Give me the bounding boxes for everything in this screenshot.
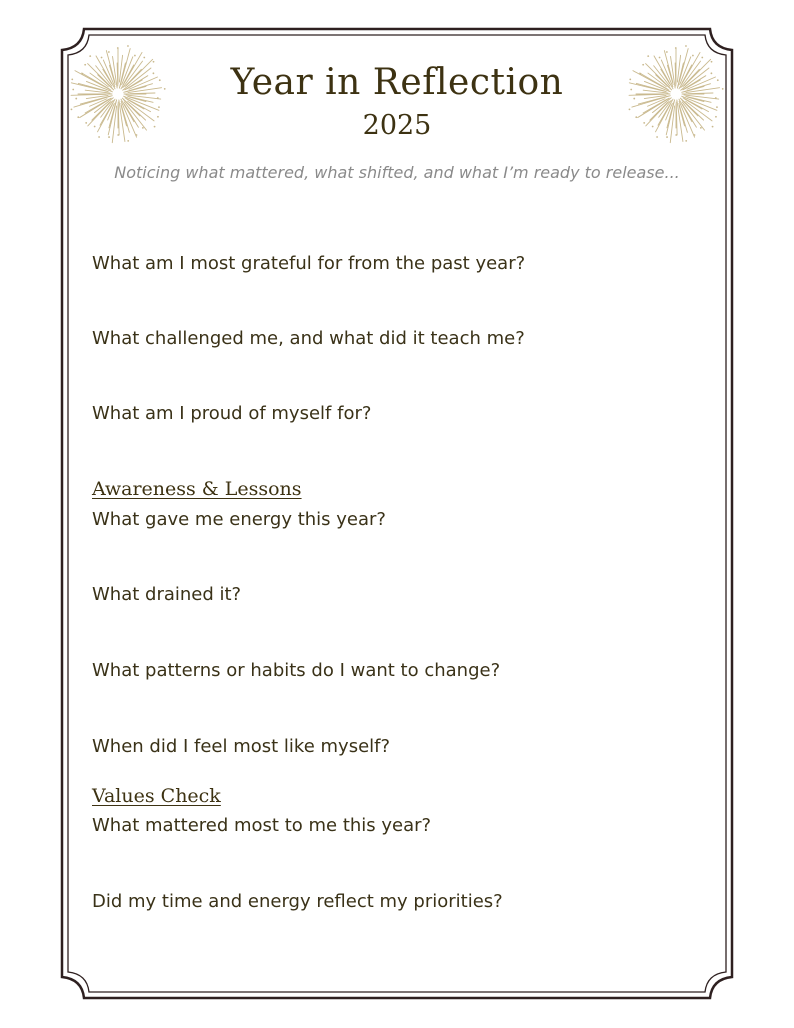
question-patterns: What patterns or habits do I want to change? (92, 660, 501, 681)
question-priorities: Did my time and energy reflect my priorities? (92, 891, 503, 912)
page-subtitle: Noticing what mattered, what shifted, and what I’m ready to release... (114, 163, 680, 182)
question-drained: What drained it? (92, 584, 242, 605)
page-year: 2025 (362, 110, 432, 141)
question-challenged: What challenged me, and what did it teach me? (92, 328, 525, 349)
section-heading-awareness: Awareness & Lessons (92, 478, 302, 500)
question-mattered: What mattered most to me this year? (92, 815, 432, 836)
question-myself: When did I feel most like myself? (92, 736, 391, 757)
question-energy: What gave me energy this year? (92, 509, 386, 530)
question-proud: What am I proud of myself for? (92, 403, 372, 424)
page-title: Year in Reflection (230, 62, 564, 103)
question-grateful: What am I most grateful for from the past year? (92, 253, 526, 274)
section-heading-values: Values Check (92, 785, 221, 807)
